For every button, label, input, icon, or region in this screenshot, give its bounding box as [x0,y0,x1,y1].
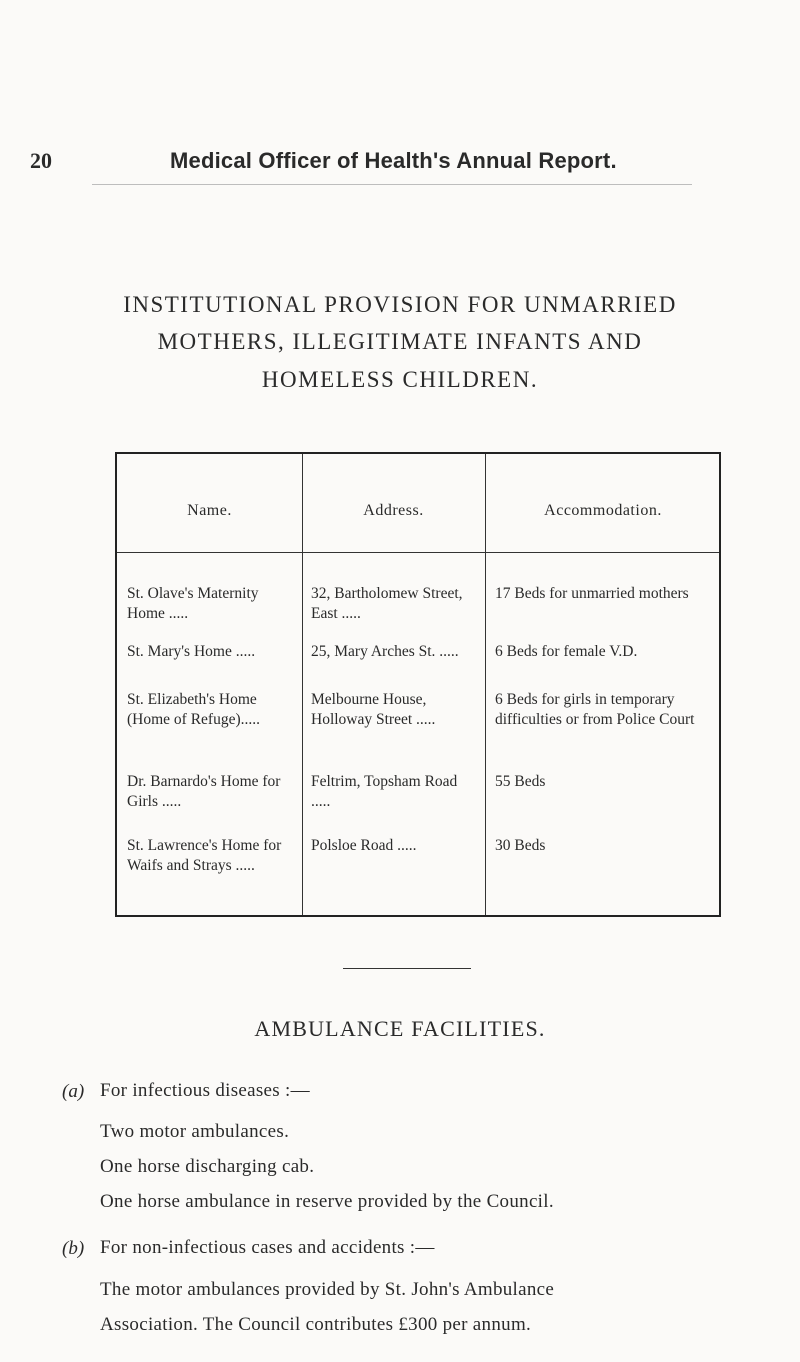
column-divider [302,454,303,915]
item-a-marker: (a) [62,1081,85,1102]
accommodation-table [115,452,721,917]
cell-accommodation: 17 Beds for unmarried mothers [495,585,689,602]
section-title-line1: INSTITUTIONAL PROVISION FOR UNMARRIED [123,292,677,317]
item-a-heading: For infectious diseases :— [100,1080,310,1101]
header-rule [92,184,692,185]
running-title: Medical Officer of Health's Annual Report. [170,148,617,173]
cell-accommodation: 6 Beds for female V.D. [495,643,638,660]
cell-address: 32, Bartholomew Street, East ..... [311,585,463,622]
column-header-address: Address. [363,502,424,519]
cell-name: St. Mary's Home ..... [127,643,256,660]
column-header-accommodation: Accommodation. [544,502,662,519]
column-header-name: Name. [187,502,232,519]
cell-address: Polsloe Road ..... [311,837,417,854]
item-a-line: Two motor ambulances. [100,1121,290,1142]
ambulance-title: AMBULANCE FACILITIES. [254,1016,546,1041]
cell-accommodation: 55 Beds [495,773,546,790]
page-number: 20 [30,148,52,173]
header-divider [117,552,719,553]
item-b-text: Association. The Council contributes £300 per annum. [100,1314,532,1335]
cell-name: St. Lawrence's Home for Waifs and Strays ..... [127,837,282,874]
cell-address: Melbourne House, Holloway Street ..... [311,691,436,728]
item-a-line: One horse discharging cab. [100,1156,315,1177]
item-b-text: The motor ambulances provided by St. John's Ambulance [100,1279,555,1300]
item-b-marker: (b) [62,1238,85,1259]
cell-accommodation: 30 Beds [495,837,546,854]
cell-name: St. Olave's Maternity Home ..... [127,585,259,622]
section-title-line3: HOMELESS CHILDREN. [261,367,539,392]
cell-address: 25, Mary Arches St. ..... [311,643,459,660]
column-divider [485,454,486,915]
cell-accommodation: 6 Beds for girls in temporary difficulties or from Police Court [495,691,695,728]
section-title-line2: MOTHERS, ILLEGITIMATE INFANTS AND [157,329,643,354]
section-separator [343,968,471,969]
cell-address: Feltrim, Topsham Road ..... [311,773,458,810]
item-a-line: One horse ambulance in reserve provided by the Council. [100,1191,554,1212]
cell-name: Dr. Barnardo's Home for Girls ..... [127,773,281,810]
cell-name: St. Elizabeth's Home (Home of Refuge)..... [127,691,260,728]
item-b-heading: For non-infectious cases and accidents :— [100,1237,435,1258]
